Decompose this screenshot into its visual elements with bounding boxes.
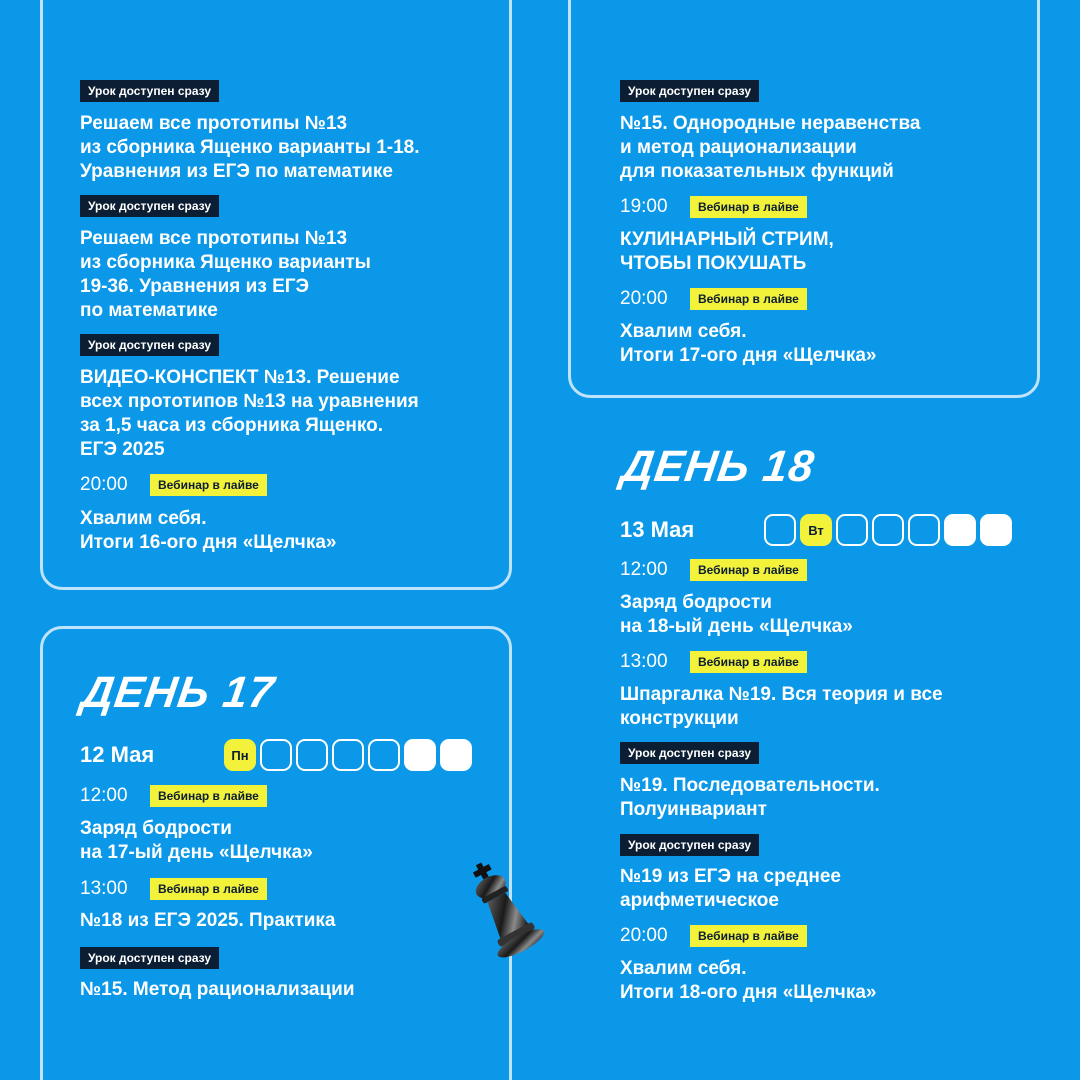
schedule-item (620, 925, 807, 947)
lesson-title: Заряд бодрости на 18-ый день «Щелчка» (620, 592, 853, 637)
live-badge: Вебинар в лайве (690, 651, 807, 673)
time-label: 13:00 (620, 651, 668, 672)
available-badge: Урок доступен сразу (80, 947, 219, 969)
available-badge: Урок доступен сразу (80, 80, 219, 102)
chess-king-icon (456, 856, 548, 960)
lesson-title: №15. Метод рационализации (80, 979, 355, 1000)
schedule-item (80, 474, 267, 496)
lesson-title: №19 из ЕГЭ на среднее арифметическое (620, 866, 841, 911)
schedule-item (620, 288, 807, 310)
live-badge: Вебинар в лайве (150, 474, 267, 496)
weekday-box (764, 514, 796, 546)
time-label: 20:00 (620, 925, 668, 946)
weekday-box (908, 514, 940, 546)
lesson-title: Хвалим себя. Итоги 16-ого дня «Щелчка» (80, 508, 337, 553)
schedule-item (620, 742, 759, 764)
day18-week-indicator (764, 514, 1012, 546)
weekend-box (404, 739, 436, 771)
available-badge: Урок доступен сразу (620, 834, 759, 856)
schedule-item (80, 195, 219, 217)
available-badge: Урок доступен сразу (80, 334, 219, 356)
lesson-title: Хвалим себя. Итоги 17-ого дня «Щелчка» (620, 321, 877, 366)
day17-date: 12 Мая (80, 742, 155, 767)
lesson-title: Решаем все прототипы №13 из сборника Ященко варианты 19-36. Уравнения из ЕГЭ по математике (80, 228, 371, 321)
day17-heading: ДЕНЬ 17 (78, 668, 278, 717)
time-label: 20:00 (620, 288, 668, 309)
lesson-title: Хвалим себя. Итоги 18-ого дня «Щелчка» (620, 958, 877, 1003)
schedule-item (620, 80, 759, 102)
time-label: 12:00 (80, 785, 128, 806)
weekday-box (296, 739, 328, 771)
day18-date: 13 Мая (620, 517, 695, 542)
weekday-box (836, 514, 868, 546)
live-badge: Вебинар в лайве (690, 925, 807, 947)
lesson-title: Шпаргалка №19. Вся теория и все конструкции (620, 684, 943, 729)
live-badge: Вебинар в лайве (690, 196, 807, 218)
weekday-box (332, 739, 364, 771)
schedule-item (620, 196, 807, 218)
time-label: 20:00 (80, 474, 128, 495)
time-label: 13:00 (80, 878, 128, 899)
schedule-item (80, 947, 219, 969)
available-badge: Урок доступен сразу (620, 80, 759, 102)
schedule-item (80, 878, 267, 900)
live-badge: Вебинар в лайве (690, 559, 807, 581)
schedule-item (80, 334, 219, 356)
lesson-title: Заряд бодрости на 17-ый день «Щелчка» (80, 818, 313, 863)
weekday-active: Вт (800, 514, 832, 546)
lesson-title: ВИДЕО-КОНСПЕКТ №13. Решение всех прототипов №13 на уравнения за 1,5 часа из сборника Ященко. ЕГЭ 2025 (80, 367, 419, 460)
live-badge: Вебинар в лайве (690, 288, 807, 310)
lesson-title: №15. Однородные неравенства и метод рационализации для показательных функций (620, 113, 921, 182)
weekday-box (368, 739, 400, 771)
weekend-box (944, 514, 976, 546)
lesson-title: №19. Последовательности. Полуинвариант (620, 775, 880, 820)
lesson-title: КУЛИНАРНЫЙ СТРИМ, ЧТОБЫ ПОКУШАТЬ (620, 229, 834, 274)
live-badge: Вебинар в лайве (150, 785, 267, 807)
available-badge: Урок доступен сразу (80, 195, 219, 217)
weekday-box (872, 514, 904, 546)
available-badge: Урок доступен сразу (620, 742, 759, 764)
schedule-item (80, 785, 267, 807)
weekday-box (260, 739, 292, 771)
schedule-item (620, 834, 759, 856)
day17-week-indicator (224, 739, 472, 771)
day18-heading: ДЕНЬ 18 (618, 442, 818, 491)
schedule-item (620, 559, 807, 581)
weekend-box (980, 514, 1012, 546)
lesson-title: Решаем все прототипы №13 из сборника Ященко варианты 1-18. Уравнения из ЕГЭ по математике (80, 113, 420, 182)
live-badge: Вебинар в лайве (150, 878, 267, 900)
time-label: 12:00 (620, 559, 668, 580)
weekend-box (440, 739, 472, 771)
schedule-item (620, 651, 807, 673)
weekday-active: Пн (224, 739, 256, 771)
time-label: 19:00 (620, 196, 668, 217)
schedule-item (80, 80, 219, 102)
lesson-title: №18 из ЕГЭ 2025. Практика (80, 910, 336, 931)
